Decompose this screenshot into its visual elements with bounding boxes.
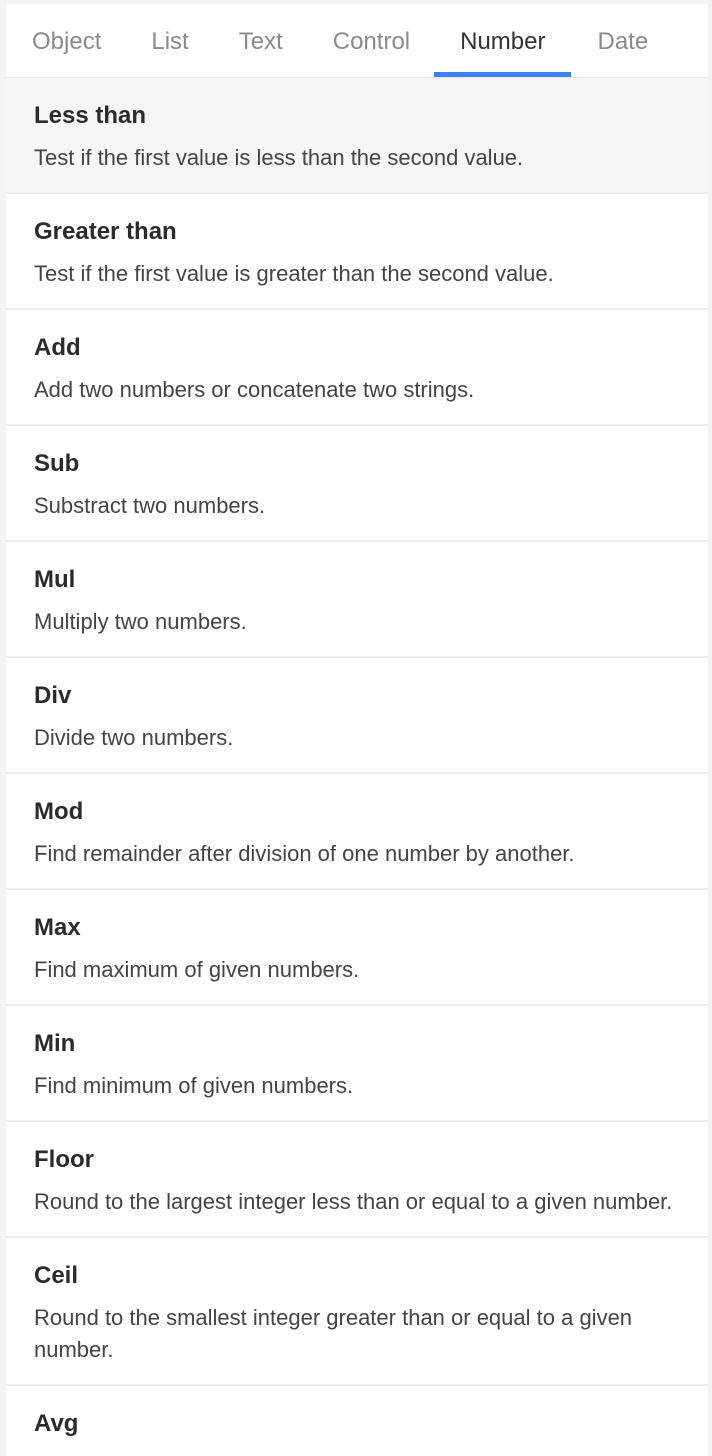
item-description: Find minimum of given numbers.: [34, 1073, 354, 1098]
item-title: Sub: [34, 450, 80, 477]
item-title: Greater than: [34, 218, 177, 245]
item-description: Round to the largest integer less than or equal to a given number.: [34, 1189, 673, 1214]
list-item-avg[interactable]: [6, 1386, 708, 1456]
list-item-max[interactable]: [6, 890, 708, 1006]
list-item-mod[interactable]: [6, 774, 708, 890]
tab-control[interactable]: Control: [332, 28, 411, 55]
list-item-ceil[interactable]: [6, 1238, 708, 1386]
list-item-less-than[interactable]: [6, 78, 708, 194]
tab-text[interactable]: Text: [238, 28, 283, 55]
tab-date[interactable]: Date: [597, 28, 649, 55]
item-title: Avg: [34, 1410, 79, 1437]
list-item-sub[interactable]: [6, 426, 708, 542]
item-description: Find maximum of given numbers.: [34, 957, 360, 982]
item-description: Multiply two numbers.: [34, 609, 247, 634]
item-description: Add two numbers or concatenate two strings.: [34, 377, 475, 402]
item-title: Less than: [34, 102, 147, 129]
item-title: Min: [34, 1030, 76, 1057]
item-title: Floor: [34, 1146, 94, 1173]
tab-list[interactable]: List: [151, 28, 189, 55]
item-title: Mod: [34, 798, 84, 825]
list-item-mul[interactable]: [6, 542, 708, 658]
list-item-add[interactable]: [6, 310, 708, 426]
item-description: Divide two numbers.: [34, 725, 234, 750]
list-item-div[interactable]: [6, 658, 708, 774]
item-description: Substract two numbers.: [34, 493, 266, 518]
list-item-floor[interactable]: [6, 1122, 708, 1238]
item-description: Round to the smallest integer greater than or equal to a given number.: [34, 1305, 633, 1362]
function-list: [6, 78, 708, 1456]
item-title: Mul: [34, 566, 76, 593]
item-title: Max: [34, 914, 81, 941]
item-description: Test if the first value is less than the second value.: [34, 145, 524, 170]
item-description: Test if the first value is greater than the second value.: [34, 261, 554, 286]
list-item-greater-than[interactable]: [6, 194, 708, 310]
function-picker-panel: [6, 4, 708, 1456]
item-title: Div: [34, 682, 72, 709]
item-title: Ceil: [34, 1262, 79, 1289]
category-tabs: [6, 4, 708, 78]
list-item-min[interactable]: [6, 1006, 708, 1122]
item-title: Add: [34, 334, 81, 361]
tab-object[interactable]: Object: [32, 28, 102, 55]
tab-number[interactable]: Number: [434, 4, 571, 77]
item-description: Find remainder after division of one number by another.: [34, 841, 575, 866]
